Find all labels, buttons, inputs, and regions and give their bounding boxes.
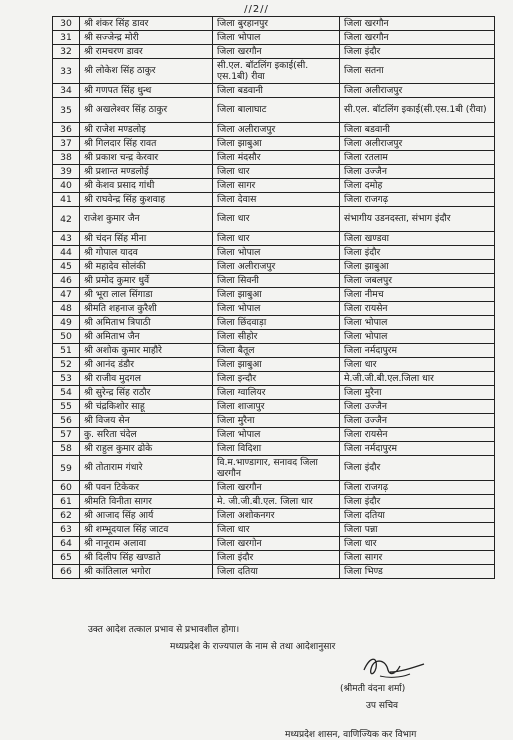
table-row — [53, 372, 495, 386]
from-posting-cell: सी.एल. बॉटलिंग इकाई(सी. एस.1बी) रीवा — [213, 59, 340, 84]
from-posting-cell: जिला बैतूल — [213, 344, 340, 358]
table-row — [53, 414, 495, 428]
to-posting-cell: जिला इंदौर — [340, 246, 495, 260]
officer-name-cell: श्री प्रकाश चन्द्र केरवार — [80, 151, 213, 165]
officer-name-cell: श्री राघवेन्द्र सिंह कुशवाह — [80, 193, 213, 207]
serial-number-cell: 44 — [53, 246, 80, 260]
table-row — [53, 17, 495, 31]
table-row — [53, 442, 495, 456]
table-row — [53, 358, 495, 372]
table-row — [53, 330, 495, 344]
from-posting-cell: जिला बालाघाट — [213, 98, 340, 123]
serial-number-cell: 36 — [53, 123, 80, 137]
to-posting-cell: जिला इंदौर — [340, 45, 495, 59]
officer-name-cell: श्री कांतिलाल भगोरा — [80, 565, 213, 579]
from-posting-cell: जिला अशोकनगर — [213, 509, 340, 523]
serial-number-cell: 38 — [53, 151, 80, 165]
officer-name-cell: श्री चंद्रकिशोर साहू — [80, 400, 213, 414]
serial-number-cell: 51 — [53, 344, 80, 358]
signatory-name: (श्रीमती वंदना शर्मा) — [340, 684, 406, 694]
serial-number-cell: 43 — [53, 232, 80, 246]
transfer-table — [52, 16, 495, 579]
to-posting-cell: जिला उज्जैन — [340, 400, 495, 414]
table-row — [53, 151, 495, 165]
officer-name-cell: श्री रामचरण डावर — [80, 45, 213, 59]
department-name: मध्यप्रदेश शासन, वाणिज्यिक कर विभाग — [285, 730, 417, 740]
serial-number-cell: 48 — [53, 302, 80, 316]
table-row — [53, 59, 495, 84]
serial-number-cell: 58 — [53, 442, 80, 456]
officer-name-cell: श्री भूरा लाल सिंगाडा — [80, 288, 213, 302]
serial-number-cell: 60 — [53, 481, 80, 495]
table-row — [53, 123, 495, 137]
officer-name-cell: श्री नानूराम अलावा — [80, 537, 213, 551]
from-posting-cell: जिला खरगौन — [213, 481, 340, 495]
from-posting-cell: जिला देवास — [213, 193, 340, 207]
officer-name-cell: श्री प्रशान्त मण्डलोई — [80, 165, 213, 179]
to-posting-cell: जिला उज्जैन — [340, 414, 495, 428]
officer-name-cell: श्री शम्भूदयाल सिंह जाटव — [80, 523, 213, 537]
table-row — [53, 456, 495, 481]
table-row — [53, 537, 495, 551]
to-posting-cell: जिला मुरैना — [340, 386, 495, 400]
table-row — [53, 400, 495, 414]
to-posting-cell: जिला जबलपुर — [340, 274, 495, 288]
from-posting-cell: जिला खरगौन — [213, 45, 340, 59]
from-posting-cell: जिला भोपाल — [213, 246, 340, 260]
from-posting-cell: जिला इन्दौर — [213, 372, 340, 386]
to-posting-cell: जिला नर्मदापुरम — [340, 442, 495, 456]
serial-number-cell: 41 — [53, 193, 80, 207]
to-posting-cell: सी.एल. बॉटलिंग इकाई(सी.एस.1बी (रीवा) — [340, 98, 495, 123]
table-row — [53, 386, 495, 400]
serial-number-cell: 30 — [53, 17, 80, 31]
to-posting-cell: जिला भिण्ड — [340, 565, 495, 579]
to-posting-cell: जिला उज्जैन — [340, 165, 495, 179]
table-row — [53, 428, 495, 442]
officer-name-cell: श्री केशव प्रसाद गांधी — [80, 179, 213, 193]
to-posting-cell: जिला इंदौर — [340, 495, 495, 509]
serial-number-cell: 31 — [53, 31, 80, 45]
serial-number-cell: 33 — [53, 59, 80, 84]
from-posting-cell: जिला धार — [213, 523, 340, 537]
table-row — [53, 31, 495, 45]
officer-name-cell: श्री महादेव सोलंकी — [80, 260, 213, 274]
officer-name-cell: श्री राजेश मण्डलोइ — [80, 123, 213, 137]
table-row — [53, 260, 495, 274]
from-posting-cell: जिला धार — [213, 207, 340, 232]
serial-number-cell: 63 — [53, 523, 80, 537]
table-row — [53, 509, 495, 523]
table-row — [53, 344, 495, 358]
table-row — [53, 193, 495, 207]
page-number: //2// — [244, 4, 269, 15]
serial-number-cell: 54 — [53, 386, 80, 400]
serial-number-cell: 34 — [53, 84, 80, 98]
officer-name-cell: श्री चंदन सिंह मीना — [80, 232, 213, 246]
officer-name-cell: श्री शंकर सिंह डावर — [80, 17, 213, 31]
serial-number-cell: 50 — [53, 330, 80, 344]
from-posting-cell: जिला बुरहानपुर — [213, 17, 340, 31]
table-row — [53, 45, 495, 59]
table-row — [53, 565, 495, 579]
to-posting-cell: जिला सागर — [340, 551, 495, 565]
from-posting-cell: जिला मुरैना — [213, 414, 340, 428]
table-row — [53, 84, 495, 98]
officer-name-cell: श्री दिलीप सिंह खण्डाते — [80, 551, 213, 565]
officer-name-cell: राजेश कुमार जैन — [80, 207, 213, 232]
serial-number-cell: 52 — [53, 358, 80, 372]
table-row — [53, 523, 495, 537]
to-posting-cell: जिला खण्डवा — [340, 232, 495, 246]
to-posting-cell: जिला पन्ना — [340, 523, 495, 537]
table-row — [53, 288, 495, 302]
from-posting-cell: जिला छिंदवाड़ा — [213, 316, 340, 330]
to-posting-cell: जिला नर्मदापुरम — [340, 344, 495, 358]
serial-number-cell: 49 — [53, 316, 80, 330]
serial-number-cell: 46 — [53, 274, 80, 288]
from-posting-cell: जिला भोपाल — [213, 428, 340, 442]
to-posting-cell: जिला राजगढ़ — [340, 481, 495, 495]
to-posting-cell: जिला खरगौन — [340, 31, 495, 45]
from-posting-cell: मे. जी.जी.बी.एल. जिला धार — [213, 495, 340, 509]
officer-name-cell: श्रीमति विनीता सागर — [80, 495, 213, 509]
serial-number-cell: 39 — [53, 165, 80, 179]
governor-order-line: मध्यप्रदेश के राज्यपाल के नाम से तथा आदेशानुसार — [170, 642, 336, 652]
serial-number-cell: 57 — [53, 428, 80, 442]
table-row — [53, 316, 495, 330]
effect-statement: उक्त आदेश तत्काल प्रभाव से प्रभावशील होगा। — [88, 625, 240, 635]
officer-name-cell: श्री प्रमोद कुमार धुर्वे — [80, 274, 213, 288]
from-posting-cell: जिला झाबुआ — [213, 358, 340, 372]
serial-number-cell: 32 — [53, 45, 80, 59]
officer-name-cell: श्री अशोक कुमार माहौरे — [80, 344, 213, 358]
from-posting-cell: जिला बडवानी — [213, 84, 340, 98]
from-posting-cell: वि.म.भाण्डागार, सनावद जिला खरगौन — [213, 456, 340, 481]
from-posting-cell: जिला मंदसौर — [213, 151, 340, 165]
serial-number-cell: 42 — [53, 207, 80, 232]
to-posting-cell: जिला रतलाम — [340, 151, 495, 165]
from-posting-cell: जिला झाबुआ — [213, 137, 340, 151]
serial-number-cell: 65 — [53, 551, 80, 565]
officer-name-cell: श्री पवन टिकेकर — [80, 481, 213, 495]
to-posting-cell: जिला रायसेन — [340, 302, 495, 316]
to-posting-cell: जिला झाबुआ — [340, 260, 495, 274]
from-posting-cell: जिला सिवनी — [213, 274, 340, 288]
officer-name-cell: श्री अखलेश्वर सिंह ठाकुर — [80, 98, 213, 123]
officer-name-cell: श्री राहुल कुमार ढोके — [80, 442, 213, 456]
from-posting-cell: जिला सीहोर — [213, 330, 340, 344]
officer-name-cell: श्री राजीव मुदगल — [80, 372, 213, 386]
serial-number-cell: 64 — [53, 537, 80, 551]
from-posting-cell: जिला शाजापुर — [213, 400, 340, 414]
officer-name-cell: श्री अमिताभ जैन — [80, 330, 213, 344]
officer-name-cell: श्रीमति शहनाज कुरैशी — [80, 302, 213, 316]
officer-name-cell: श्री तोताराम गंधारे — [80, 456, 213, 481]
table-row — [53, 179, 495, 193]
officer-name-cell: श्री आनंद डंडौर — [80, 358, 213, 372]
table-row — [53, 495, 495, 509]
to-posting-cell: जिला इंदौर — [340, 456, 495, 481]
transfer-table-body — [53, 17, 495, 579]
from-posting-cell: जिला इंदौर — [213, 551, 340, 565]
officer-name-cell: श्री सुरेन्द्र सिंह राठौर — [80, 386, 213, 400]
to-posting-cell: जिला नीमच — [340, 288, 495, 302]
to-posting-cell: जिला रायसेन — [340, 428, 495, 442]
to-posting-cell: जिला बडवानी — [340, 123, 495, 137]
serial-number-cell: 37 — [53, 137, 80, 151]
table-row — [53, 481, 495, 495]
officer-name-cell: श्री सज्जेन्द्र मोरी — [80, 31, 213, 45]
from-posting-cell: जिला भोपाल — [213, 302, 340, 316]
from-posting-cell: जिला सागर — [213, 179, 340, 193]
table-row — [53, 137, 495, 151]
serial-number-cell: 61 — [53, 495, 80, 509]
serial-number-cell: 35 — [53, 98, 80, 123]
officer-name-cell: श्री गिलदार सिंह रावत — [80, 137, 213, 151]
to-posting-cell: जिला भोपाल — [340, 316, 495, 330]
table-row — [53, 207, 495, 232]
to-posting-cell: जिला धार — [340, 358, 495, 372]
table-row — [53, 274, 495, 288]
to-posting-cell: जिला धार — [340, 537, 495, 551]
table-row — [53, 551, 495, 565]
from-posting-cell: जिला ग्वालियर — [213, 386, 340, 400]
officer-name-cell: श्री विजय सेन — [80, 414, 213, 428]
officer-name-cell: श्री आजाद सिंह आर्य — [80, 509, 213, 523]
from-posting-cell: जिला अलीराजपुर — [213, 260, 340, 274]
to-posting-cell: जिला दतिया — [340, 509, 495, 523]
from-posting-cell: जिला खरगोन — [213, 537, 340, 551]
from-posting-cell: जिला धार — [213, 232, 340, 246]
table-row — [53, 165, 495, 179]
serial-number-cell: 53 — [53, 372, 80, 386]
to-posting-cell: मे.जी.जी.बी.एल.जिला धार — [340, 372, 495, 386]
officer-name-cell: श्री गोपाल यादव — [80, 246, 213, 260]
to-posting-cell: जिला सतना — [340, 59, 495, 84]
table-row — [53, 246, 495, 260]
to-posting-cell: जिला दमोह — [340, 179, 495, 193]
to-posting-cell: जिला अलीराजपुर — [340, 84, 495, 98]
officer-name-cell: कु. सरिता चंदेल — [80, 428, 213, 442]
serial-number-cell: 40 — [53, 179, 80, 193]
handwritten-signature — [360, 650, 430, 682]
from-posting-cell: जिला भोपाल — [213, 31, 340, 45]
table-row — [53, 302, 495, 316]
serial-number-cell: 59 — [53, 456, 80, 481]
serial-number-cell: 55 — [53, 400, 80, 414]
to-posting-cell: संभागीय उडनदस्ता, संभाग इंदौर — [340, 207, 495, 232]
officer-name-cell: श्री अमिताभ त्रिपाठी — [80, 316, 213, 330]
from-posting-cell: जिला अलीराजपुर — [213, 123, 340, 137]
from-posting-cell: जिला झाबुआ — [213, 288, 340, 302]
signatory-designation: उप सचिव — [366, 701, 399, 711]
from-posting-cell: जिला विदिशा — [213, 442, 340, 456]
from-posting-cell: जिला दतिया — [213, 565, 340, 579]
serial-number-cell: 56 — [53, 414, 80, 428]
officer-name-cell: श्री लोकेश सिंह ठाकुर — [80, 59, 213, 84]
from-posting-cell: जिला धार — [213, 165, 340, 179]
table-row — [53, 98, 495, 123]
to-posting-cell: जिला राजगढ़ — [340, 193, 495, 207]
officer-name-cell: श्री गणपत सिंह धुन्ध — [80, 84, 213, 98]
table-row — [53, 232, 495, 246]
to-posting-cell: जिला अलीराजपुर — [340, 137, 495, 151]
to-posting-cell: जिला खरगौन — [340, 17, 495, 31]
serial-number-cell: 45 — [53, 260, 80, 274]
serial-number-cell: 47 — [53, 288, 80, 302]
to-posting-cell: जिला भोपाल — [340, 330, 495, 344]
serial-number-cell: 62 — [53, 509, 80, 523]
serial-number-cell: 66 — [53, 565, 80, 579]
